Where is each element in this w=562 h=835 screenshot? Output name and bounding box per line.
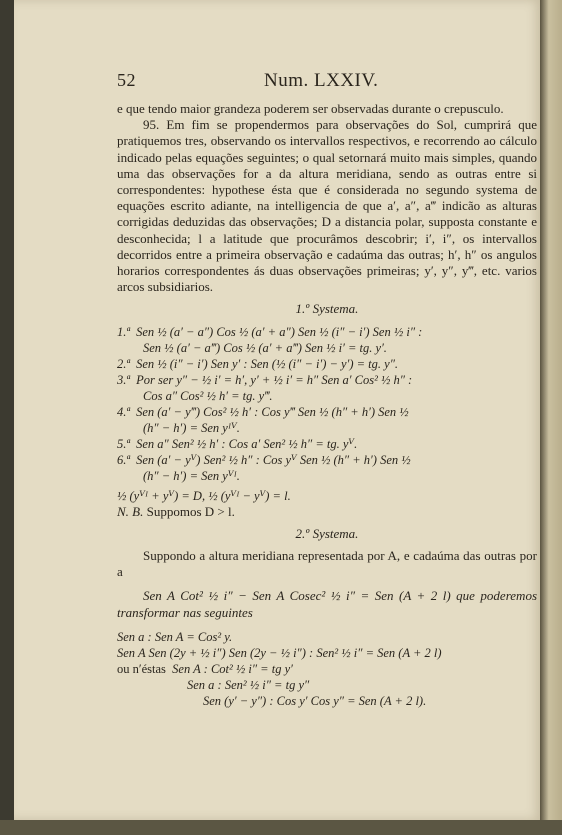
page-number: 52 [117,70,136,90]
paragraph-95: 95. Em fim se propendermos para observações do Sol, cumprirá que pratiquemos tres, observando os intervallos respectivos, e recorrendo ao cálculo indicado pelas equações seguintes; o qual setornará muito mais simples, quando uma das observações for a da altura meridiana, sendo as outras entre si correspondentes: hypothese ésta que é considerada no segundo systema de equações escrito adiante, na intelligencia de que a′, a″, a‴ indicão as alturas corrigidas deduzidas das observações; D a distancia polar, supposta constante e desconhecida; l a latitude que procurâmos descobrir; i′, i″, os intervallos decorridos entre a primeira observação e cadaúma das outras; h′, h″ os angulos horarios correspondentes ás duas observações primeiras; y′, y″, y‴, etc. varios arcos subsidiarios. [117,117,537,295]
equation-3-line-1: 3.ª Por ser y″ − ½ i′ = h′, y′ + ½ i′ = h″ Sen a′ Cos² ½ h″ : [117,372,413,387]
note-bene [117,504,537,520]
equation-6-line-1: 6.ª Sen (a′ − yⱽ) Sen² ½ h″ : Cos yⱽ Sen ½ (h″ + h′) Sen ½ [117,452,411,467]
system-2-equation-3: Sen A Sen (2y + ½ i″) Sen (2y − ½ i″) : Sen² ½ i″ = Sen (A + 2 l) [117,645,442,660]
paragraph-continuation: e que tendo maior grandeza poderem ser observadas durante o crepusculo. [117,101,504,116]
page-header [117,70,537,94]
equation-1-line-2: Sen ½ (a′ − a‴) Cos ½ (a′ + a‴) Sen ½ i′ = tg. y′. [143,340,387,355]
equation-1-line-1: 1.ª Sen ½ (a′ − a″) Cos ½ (a′ + a″) Sen ½ (i″ − i′) Sen ½ i″ : [117,324,423,339]
system-2-equation-5: Sen a : Sen² ½ i″ = tg y″ [187,677,310,692]
system-2-equation-4-prefix: ou n′éstas [117,661,166,676]
page-title: Num. LXXIV. [264,70,379,91]
system-2-equation-6: Sen (y′ − y″) : Cos y′ Cos y″ = Sen (A + 2 l). [203,693,427,708]
equation-4-line-1: 4.ª Sen (a′ − y‴) Cos² ½ h′ : Cos y‴ Sen ½ (h″ + h′) Sen ½ [117,404,409,419]
system-2-heading: 2.º Systema. [295,525,359,541]
equation-4-line-2: (h″ − h′) = Sen yᴵⱽ. [143,420,240,435]
system-2-intro: Suppondo a altura meridiana representada por A, e cadaúma das outras por a [117,548,537,580]
equation-6-line-2: (h″ − h′) = Sen yⱽᴵ. [143,468,240,483]
note-bene-text: Suppomos D > l. [146,503,235,519]
system-2-equation-4-body: Sen A : Cot² ½ i″ = tg y′ [172,661,293,676]
equation-result: ½ (yⱽᴵ + yⱽ) = D, ½ (yⱽᴵ − yⱽ) = l. [117,488,291,503]
page-body [117,101,537,709]
equation-2: 2.ª Sen ½ (i″ − i′) Sen y′ : Sen (½ (i″ − i′) − y′) = tg. y″. [117,356,399,371]
note-bene-label: N. B. [117,503,144,519]
system-1-heading: 1.º Systema. [295,301,359,317]
system-2-equation-2: Sen a : Sen A = Cos² y. [117,629,233,644]
equation-3-line-2: Cos a″ Cos² ½ h′ = tg. y‴. [143,388,273,403]
system-2-equation-1: Sen A Cot² ½ i″ − Sen A Cosec² ½ i″ = Sen (A + 2 l) que poderemos transformar nas seguintes [117,588,537,620]
equation-5: 5.ª Sen a″ Sen² ½ h′ : Cos a′ Sen² ½ h″ = tg. yⱽ. [117,436,358,451]
page-bottom-edge [0,820,562,835]
system-2-equation-4 [117,661,537,677]
book-spine [540,0,562,835]
